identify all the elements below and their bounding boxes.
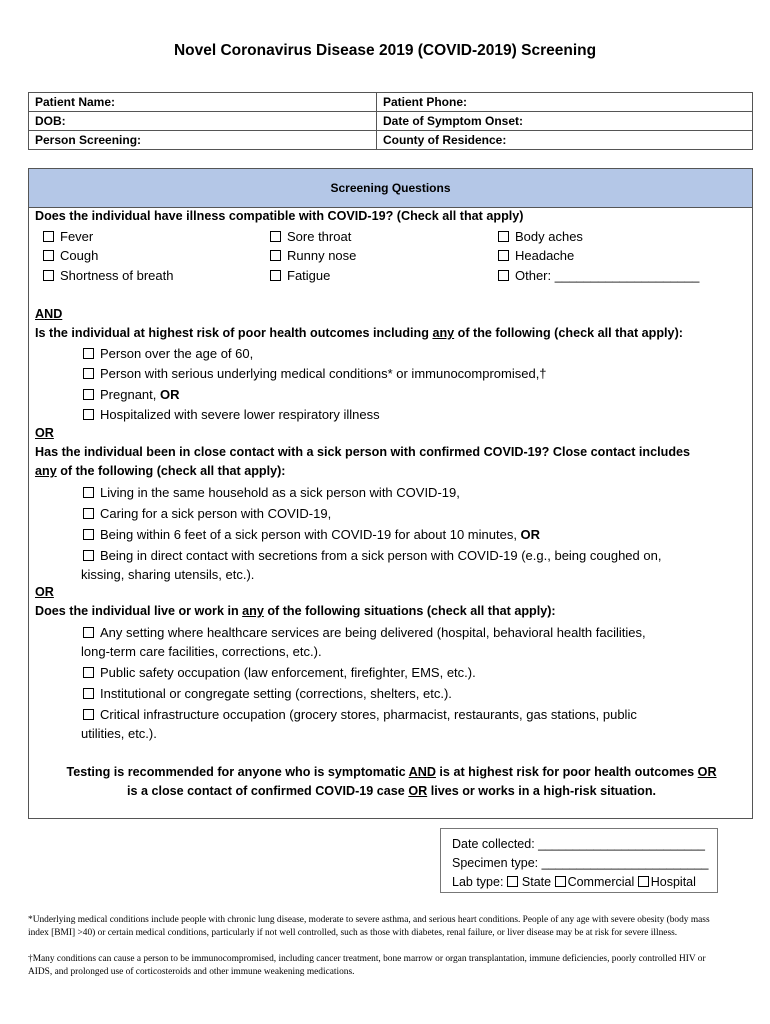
dob-field[interactable]: DOB:: [29, 112, 377, 131]
question-high-risk: Is the individual at highest risk of poor health outcomes including any of the following (check all that apply):: [35, 326, 683, 340]
footnote-immunocompromised: †Many conditions can cause a person to be immunocompromised, including cancer treatment, bone marrow or organ transplantation, immune deficiencies, poorly controlled HIV or AIDS, and prolonged use of corticosteroids and other immune weakening medications.: [28, 954, 706, 977]
situation-healthcare[interactable]: Any setting where healthcare services are being delivered (hospital, behavioral health facilities,: [83, 625, 646, 640]
checkbox-icon[interactable]: [83, 368, 94, 379]
risk-pregnant[interactable]: Pregnant, OR: [83, 387, 180, 402]
state-checkbox-icon[interactable]: [507, 876, 518, 887]
checkbox-icon[interactable]: [83, 550, 94, 561]
checkbox-icon[interactable]: [270, 231, 281, 242]
checkbox-icon[interactable]: [83, 667, 94, 678]
specimen-type-field[interactable]: Specimen type: ________________________: [452, 856, 709, 870]
symptom-fever[interactable]: Fever: [43, 229, 93, 244]
situation-infrastructure-cont: utilities, etc.).: [81, 726, 157, 741]
checkbox-icon[interactable]: [270, 270, 281, 281]
risk-age[interactable]: Person over the age of 60,: [83, 346, 253, 361]
checkbox-icon[interactable]: [83, 709, 94, 720]
symptom-other[interactable]: Other: ____________________: [498, 268, 699, 283]
hospital-checkbox-icon[interactable]: [638, 876, 649, 887]
checkbox-icon[interactable]: [83, 348, 94, 359]
checkbox-icon[interactable]: [498, 250, 509, 261]
lab-type-row: Lab type: State Commercial Hospital: [452, 875, 696, 889]
date-collected-field[interactable]: Date collected: ________________________: [452, 837, 706, 851]
checkbox-icon[interactable]: [83, 627, 94, 638]
question-live-work: Does the individual live or work in any of the following situations (check all that apply):: [35, 604, 556, 618]
lab-info-box: [440, 828, 718, 893]
commercial-checkbox-icon[interactable]: [555, 876, 566, 887]
county-field[interactable]: County of Residence:: [377, 131, 753, 150]
patient-name-field[interactable]: Patient Name:: [29, 93, 377, 112]
checkbox-icon[interactable]: [83, 508, 94, 519]
recommendation-line-1: Testing is recommended for anyone who is symptomatic AND is at highest risk for poor health outcomes OR: [66, 765, 717, 779]
contact-secretions-cont: kissing, sharing utensils, etc.).: [81, 567, 255, 582]
page-title: Novel Coronavirus Disease 2019 (COVID-2019) Screening: [173, 42, 597, 59]
checkbox-icon[interactable]: [43, 270, 54, 281]
checkbox-icon[interactable]: [43, 231, 54, 242]
symptom-body-aches[interactable]: Body aches: [498, 229, 583, 244]
situation-healthcare-cont: long-term care facilities, corrections, etc.).: [81, 644, 322, 659]
screening-header: Screening Questions: [29, 169, 752, 208]
and-label: AND: [35, 307, 63, 321]
contact-household[interactable]: Living in the same household as a sick person with COVID-19,: [83, 485, 460, 500]
checkbox-icon[interactable]: [498, 231, 509, 242]
contact-within-6ft[interactable]: Being within 6 feet of a sick person with COVID-19 for about 10 minutes, OR: [83, 527, 540, 542]
contact-caring[interactable]: Caring for a sick person with COVID-19,: [83, 506, 331, 521]
person-screening-field[interactable]: Person Screening:: [29, 131, 377, 150]
checkbox-icon[interactable]: [270, 250, 281, 261]
or-label: OR: [35, 426, 54, 440]
symptom-shortness-of-breath[interactable]: Shortness of breath: [43, 268, 173, 283]
symptom-sore-throat[interactable]: Sore throat: [270, 229, 351, 244]
checkbox-icon[interactable]: [83, 529, 94, 540]
symptom-onset-field[interactable]: Date of Symptom Onset:: [377, 112, 753, 131]
patient-phone-field[interactable]: Patient Phone:: [377, 93, 753, 112]
footnote-underlying-conditions: *Underlying medical conditions include people with chronic lung disease, moderate to severe asthma, and serious heart conditions. People of any age with severe obesity (body mass index [BMI] >40) or certain medical conditions, particularly if not well controlled, such as those with diabetes, renal failure, or liver disease may be at risk for severe illness.: [28, 915, 710, 938]
risk-hospitalized[interactable]: Hospitalized with severe lower respiratory illness: [83, 407, 380, 422]
recommendation-line-2: is a close contact of confirmed COVID-19 case OR lives or works in a high-risk situation.: [126, 784, 657, 798]
checkbox-icon[interactable]: [43, 250, 54, 261]
symptom-headache[interactable]: Headache: [498, 248, 574, 263]
situation-congregate[interactable]: Institutional or congregate setting (corrections, shelters, etc.).: [83, 686, 452, 701]
screening-questions-box: [28, 168, 753, 819]
checkbox-icon[interactable]: [83, 688, 94, 699]
symptom-fatigue[interactable]: Fatigue: [270, 268, 330, 283]
situation-public-safety[interactable]: Public safety occupation (law enforcement, firefighter, EMS, etc.).: [83, 665, 476, 680]
question-close-contact-cont: any of the following (check all that apply):: [35, 464, 286, 478]
patient-info-table: [28, 92, 753, 150]
situation-infrastructure[interactable]: Critical infrastructure occupation (grocery stores, pharmacist, restaurants, gas stations, public: [83, 707, 637, 722]
checkbox-icon[interactable]: [83, 389, 94, 400]
checkbox-icon[interactable]: [498, 270, 509, 281]
risk-conditions[interactable]: Person with serious underlying medical conditions* or immunocompromised,†: [83, 366, 547, 381]
symptom-runny-nose[interactable]: Runny nose: [270, 248, 356, 263]
or-label-2: OR: [35, 585, 54, 599]
checkbox-icon[interactable]: [83, 487, 94, 498]
question-close-contact: Has the individual been in close contact with a sick person with confirmed COVID-19? Close contact includes: [35, 445, 691, 459]
question-symptoms: Does the individual have illness compatible with COVID-19? (Check all that apply): [35, 209, 524, 223]
checkbox-icon[interactable]: [83, 409, 94, 420]
contact-secretions[interactable]: Being in direct contact with secretions from a sick person with COVID-19 (e.g., being coughed on,: [83, 548, 661, 563]
symptom-cough[interactable]: Cough: [43, 248, 98, 263]
